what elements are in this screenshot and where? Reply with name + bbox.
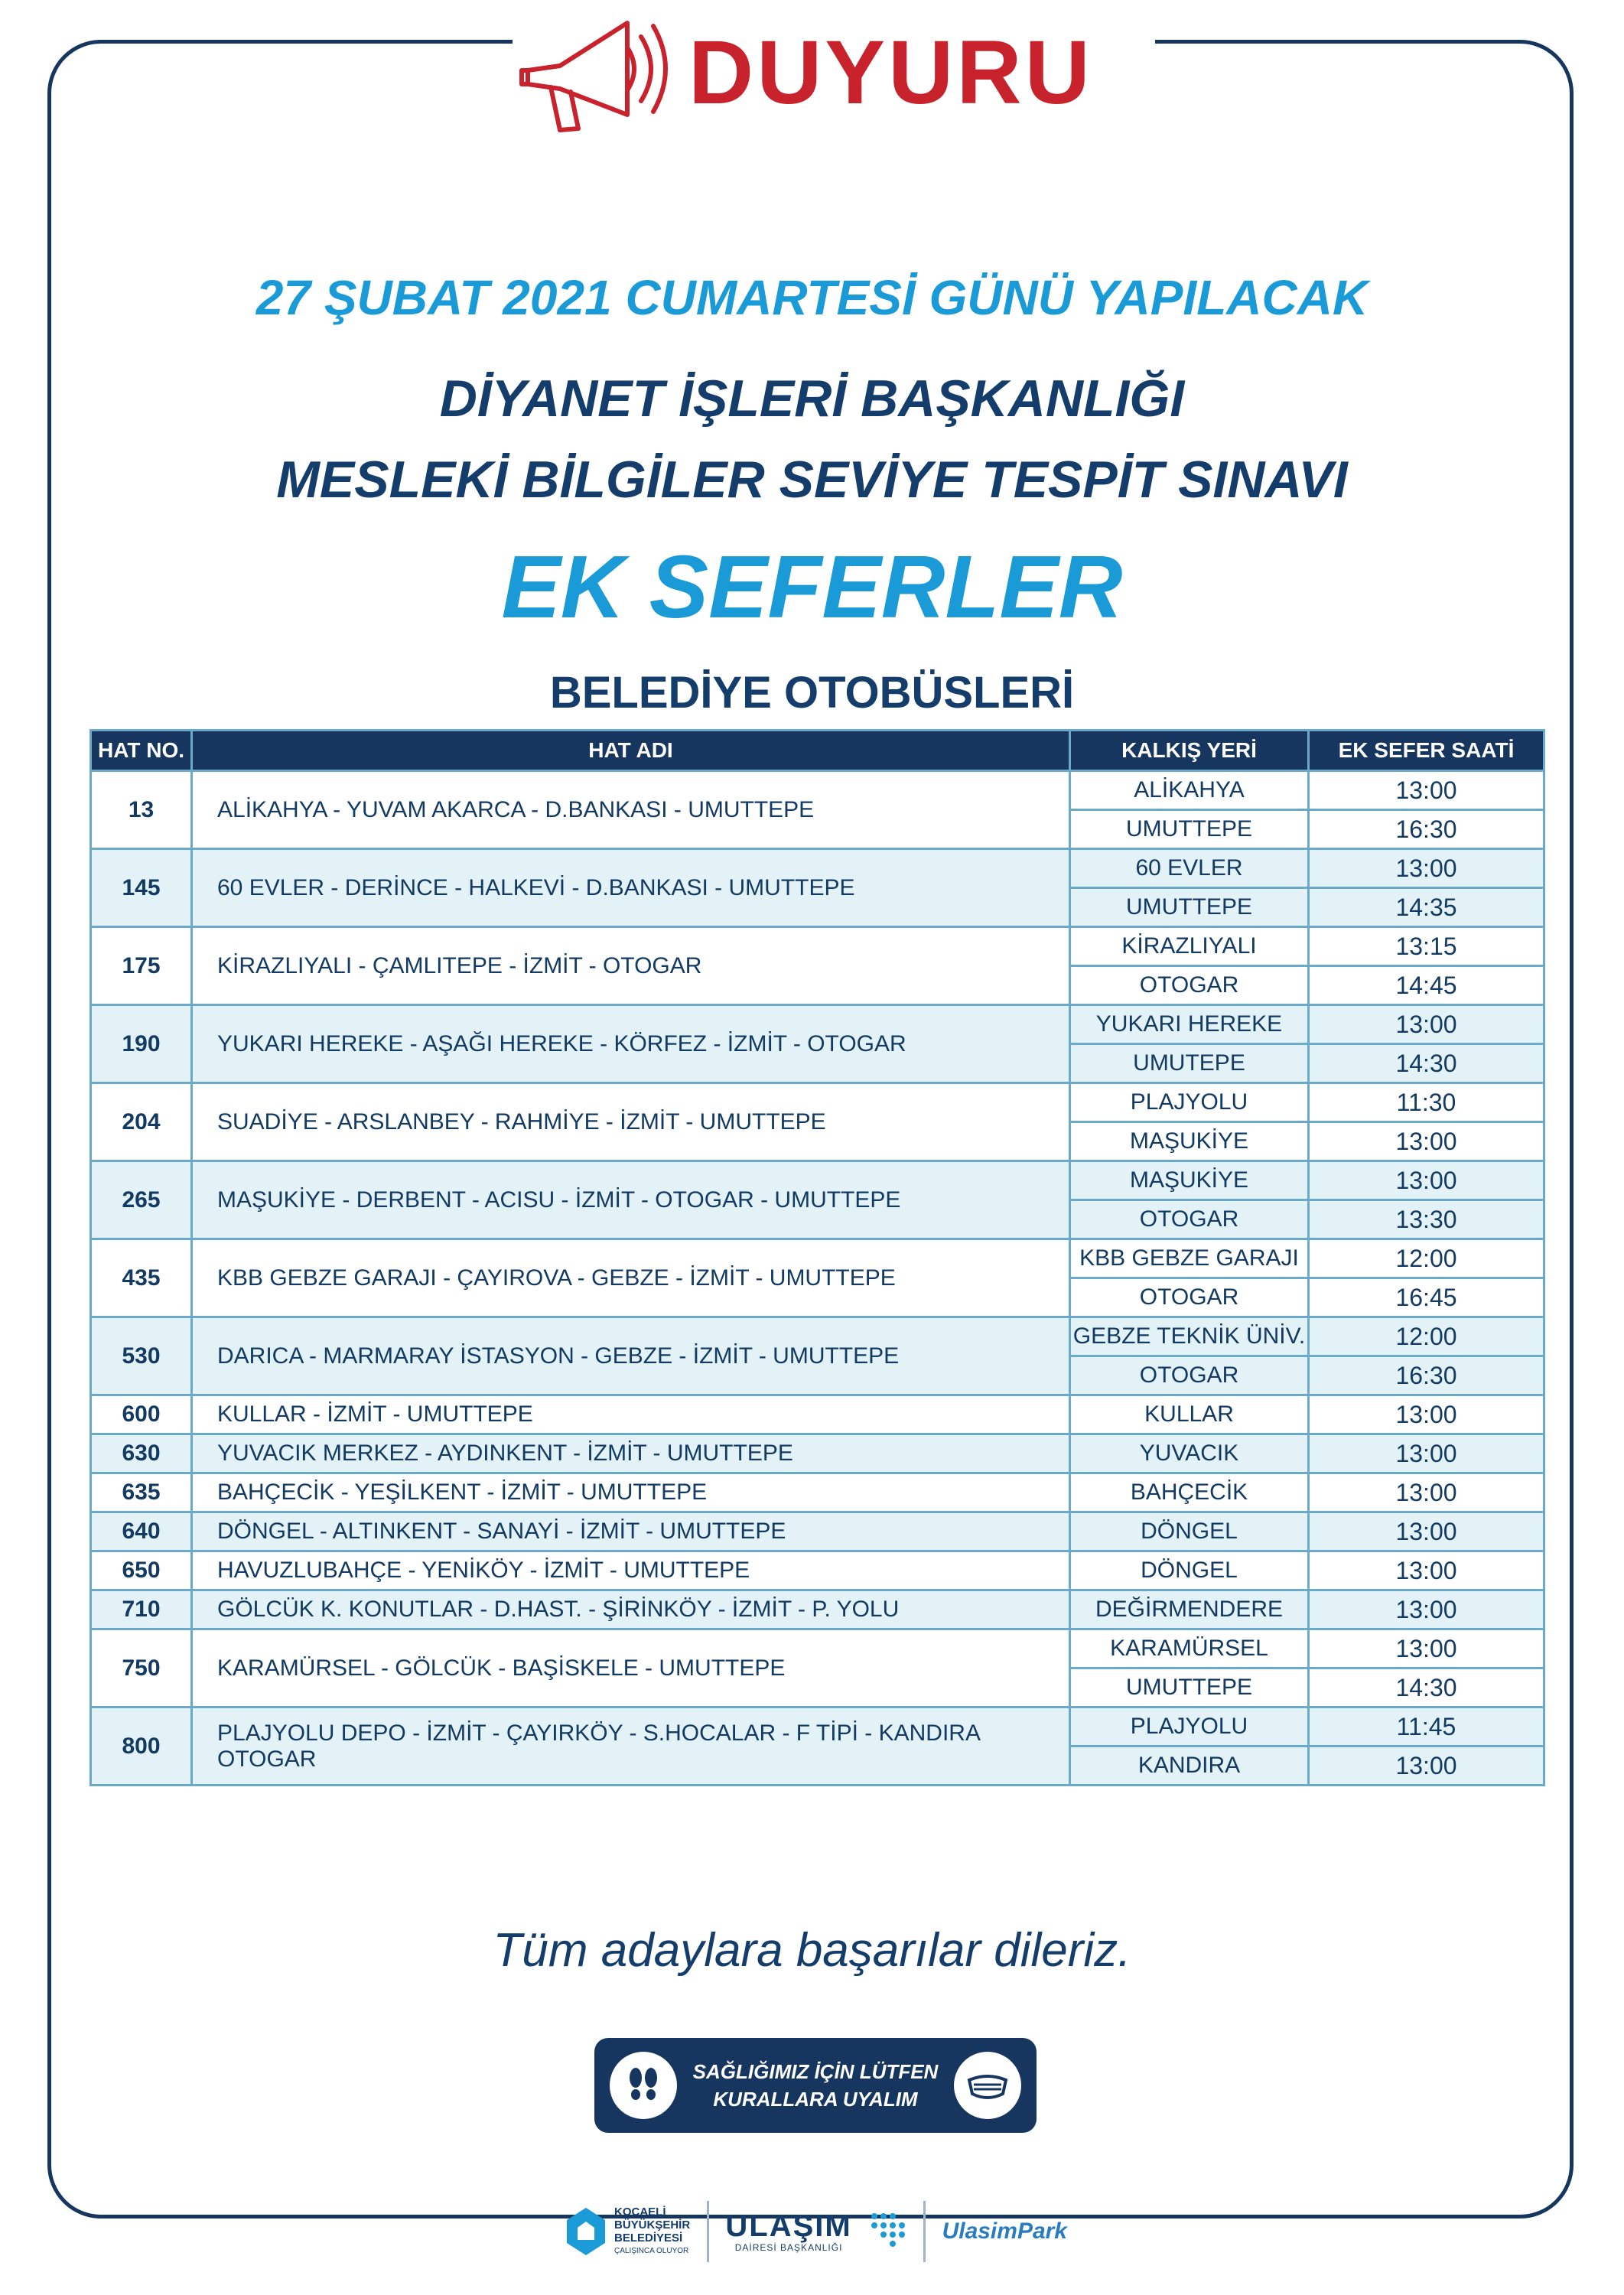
- line-number: 13: [91, 771, 192, 849]
- departure-place: 60 EVLER: [1070, 849, 1309, 888]
- exam-date-line: 27 ŞUBAT 2021 CUMARTESİ GÜNÜ YAPILACAK: [255, 270, 1369, 325]
- line-name: DARICA - MARMARAY İSTASYON - GEBZE - İZMİT - UMUTTEPE: [192, 1317, 1070, 1395]
- departure-place: OTOGAR: [1070, 1278, 1309, 1317]
- departure-place: UMUTTEPE: [1070, 888, 1309, 927]
- table-row: [91, 1395, 1544, 1434]
- line-name: KARAMÜRSEL - GÖLCÜK - BAŞİSKELE - UMUTTEPE: [192, 1629, 1070, 1707]
- table-row: [91, 1239, 1544, 1278]
- line-name: GÖLCÜK K. KONUTLAR - D.HAST. - ŞİRİNKÖY - İZMİT - P. YOLU: [192, 1590, 1070, 1629]
- line-number: 800: [91, 1707, 192, 1786]
- kocaeli-line-3: BELEDİYESİ: [614, 2232, 683, 2245]
- column-header-time: EK SEFER SAATİ: [1309, 731, 1544, 771]
- extra-trip-time: 13:00: [1309, 1746, 1544, 1786]
- line-number: 175: [91, 927, 192, 1005]
- ulasim-logo-text: ULAŞIM: [725, 2209, 852, 2243]
- departure-place: UMUTEPE: [1070, 1044, 1309, 1083]
- line-name: YUVACIK MERKEZ - AYDINKENT - İZMİT - UMUTTEPE: [192, 1434, 1070, 1473]
- departure-place: OTOGAR: [1070, 1200, 1309, 1239]
- line-number: 265: [91, 1161, 192, 1239]
- extra-trip-time: 13:00: [1309, 1122, 1544, 1161]
- extra-trip-time: 14:45: [1309, 966, 1544, 1005]
- departure-place: PLAJYOLU: [1070, 1707, 1309, 1746]
- exam-name-line-1: DİYANET İŞLERİ BAŞKANLIĞI: [439, 369, 1185, 428]
- megaphone-icon: [513, 0, 673, 145]
- extra-trip-time: 13:00: [1309, 1551, 1544, 1590]
- departure-place: YUKARI HEREKE: [1070, 1005, 1309, 1044]
- extra-trip-time: 14:30: [1309, 1668, 1544, 1707]
- dots-map-icon: [868, 2209, 906, 2254]
- extra-trip-time: 12:00: [1309, 1317, 1544, 1356]
- footer-separator: [707, 2201, 709, 2262]
- mask-icon: [954, 2052, 1021, 2119]
- announcement-header: [513, 0, 1155, 145]
- line-name: PLAJYOLU DEPO - İZMİT - ÇAYIRKÖY - S.HOCALAR - F TİPİ - KANDIRA OTOGAR: [192, 1707, 1070, 1786]
- ulasim-logo: [725, 2210, 851, 2253]
- extra-trip-time: 13:30: [1309, 1200, 1544, 1239]
- line-name: ALİKAHYA - YUVAM AKARCA - D.BANKASI - UMUTTEPE: [192, 771, 1070, 849]
- departure-place: KULLAR: [1070, 1395, 1309, 1434]
- kocaeli-line-2: BÜYÜKŞEHİR: [614, 2218, 691, 2232]
- departure-place: DEĞİRMENDERE: [1070, 1590, 1309, 1629]
- health-banner: [594, 2038, 1037, 2133]
- departure-place: KBB GEBZE GARAJI: [1070, 1239, 1309, 1278]
- departure-place: OTOGAR: [1070, 1356, 1309, 1395]
- extra-trip-time: 13:00: [1309, 1005, 1544, 1044]
- closing-message: Tüm adaylara başarılar dileriz.: [493, 1924, 1131, 1977]
- extra-trip-time: 16:45: [1309, 1278, 1544, 1317]
- table-row: [91, 1005, 1544, 1044]
- line-number: 630: [91, 1434, 192, 1473]
- table-row: [91, 927, 1544, 966]
- extra-trip-time: 11:30: [1309, 1083, 1544, 1122]
- table-row: [91, 1161, 1544, 1200]
- line-number: 145: [91, 849, 192, 927]
- departure-place: DÖNGEL: [1070, 1551, 1309, 1590]
- line-name: SUADİYE - ARSLANBEY - RAHMİYE - İZMİT - UMUTTEPE: [192, 1083, 1070, 1161]
- departure-place: MAŞUKİYE: [1070, 1161, 1309, 1200]
- line-name: BAHÇECİK - YEŞİLKENT - İZMİT - UMUTTEPE: [192, 1473, 1070, 1512]
- departure-place: KARAMÜRSEL: [1070, 1629, 1309, 1668]
- table-row: [91, 1590, 1544, 1629]
- line-number: 640: [91, 1512, 192, 1551]
- line-number: 710: [91, 1590, 192, 1629]
- extra-trip-time: 14:35: [1309, 888, 1544, 927]
- departure-place: UMUTTEPE: [1070, 1668, 1309, 1707]
- table-row: [91, 849, 1544, 888]
- line-name: DÖNGEL - ALTINKENT - SANAYİ - İZMİT - UMUTTEPE: [192, 1512, 1070, 1551]
- departure-place: YUVACIK: [1070, 1434, 1309, 1473]
- line-number: 635: [91, 1473, 192, 1512]
- extra-trip-time: 13:00: [1309, 849, 1544, 888]
- kocaeli-logo: [562, 2205, 690, 2258]
- extra-trip-time: 16:30: [1309, 1356, 1544, 1395]
- table-row: [91, 1629, 1544, 1668]
- column-header-departure: KALKIŞ YERİ: [1070, 731, 1309, 771]
- column-header-line-no: HAT NO.: [91, 731, 192, 771]
- line-name: YUKARI HEREKE - AŞAĞI HEREKE - KÖRFEZ - İZMİT - OTOGAR: [192, 1005, 1070, 1083]
- table-row: [91, 1473, 1544, 1512]
- departure-place: ALİKAHYA: [1070, 771, 1309, 810]
- extra-trip-time: 16:30: [1309, 810, 1544, 849]
- exam-name-line-2: MESLEKİ BİLGİLER SEVİYE TESPİT SINAVI: [276, 451, 1348, 509]
- line-number: 750: [91, 1629, 192, 1707]
- line-number: 435: [91, 1239, 192, 1317]
- table-row: [91, 1317, 1544, 1356]
- table-header-row: [91, 731, 1544, 771]
- schedule-body: [91, 771, 1544, 1786]
- health-banner-text: [677, 2058, 954, 2113]
- departure-place: KANDIRA: [1070, 1746, 1309, 1786]
- extra-trip-time: 13:00: [1309, 771, 1544, 810]
- section-title: BELEDİYE OTOBÜSLERİ: [549, 668, 1075, 718]
- extra-trip-time: 13:00: [1309, 1512, 1544, 1551]
- line-name: HAVUZLUBAHÇE - YENİKÖY - İZMİT - UMUTTEPE: [192, 1551, 1070, 1590]
- departure-place: PLAJYOLU: [1070, 1083, 1309, 1122]
- extra-trip-time: 12:00: [1309, 1239, 1544, 1278]
- kocaeli-slogan: ÇALIŞINCA OLUYOR: [614, 2247, 689, 2255]
- departure-place: DÖNGEL: [1070, 1512, 1309, 1551]
- line-number: 190: [91, 1005, 192, 1083]
- health-banner-line-2: KURALLARA UYALIM: [713, 2088, 918, 2111]
- departure-place: BAHÇECİK: [1070, 1473, 1309, 1512]
- schedule-table: [89, 729, 1545, 1786]
- extra-trip-time: 13:15: [1309, 927, 1544, 966]
- footer-separator-2: [923, 2201, 926, 2262]
- extra-trip-time: 13:00: [1309, 1161, 1544, 1200]
- extra-trip-time: 14:30: [1309, 1044, 1544, 1083]
- line-name: KBB GEBZE GARAJI - ÇAYIROVA - GEBZE - İZMİT - UMUTTEPE: [192, 1239, 1070, 1317]
- table-row: [91, 1512, 1544, 1551]
- table-row: [91, 1083, 1544, 1122]
- line-name: KULLAR - İZMİT - UMUTTEPE: [192, 1395, 1070, 1434]
- table-row: [91, 1707, 1544, 1746]
- kocaeli-logo-text: [614, 2205, 690, 2258]
- line-number: 600: [91, 1395, 192, 1434]
- departure-place: UMUTTEPE: [1070, 810, 1309, 849]
- extra-trip-time: 13:00: [1309, 1395, 1544, 1434]
- kocaeli-line-1: KOCAELİ: [614, 2205, 666, 2218]
- announcement-title: DUYURU: [688, 22, 1093, 123]
- departure-place: GEBZE TEKNİK ÜNİV.: [1070, 1317, 1309, 1356]
- line-name: MAŞUKİYE - DERBENT - ACISU - İZMİT - OTOGAR - UMUTTEPE: [192, 1161, 1070, 1239]
- footer-logos: [562, 2189, 1067, 2274]
- extra-trip-time: 13:00: [1309, 1590, 1544, 1629]
- extra-trip-time: 11:45: [1309, 1707, 1544, 1746]
- departure-place: KİRAZLIYALI: [1070, 927, 1309, 966]
- table-row: [91, 771, 1544, 810]
- departure-place: OTOGAR: [1070, 966, 1309, 1005]
- health-banner-line-1: SAĞLIĞIMIZ İÇİN LÜTFEN: [692, 2060, 939, 2083]
- ulasimpark-logo: UlasimPark: [942, 2218, 1067, 2244]
- ulasim-logo-subtext: DAİRESİ BAŞKANLIĞI: [734, 2242, 843, 2253]
- extra-trips-title: EK SEFERLER: [501, 537, 1123, 636]
- column-header-line-name: HAT ADI: [192, 731, 1070, 771]
- line-number: 650: [91, 1551, 192, 1590]
- line-number: 530: [91, 1317, 192, 1395]
- extra-trip-time: 13:00: [1309, 1629, 1544, 1668]
- departure-place: MAŞUKİYE: [1070, 1122, 1309, 1161]
- footprints-icon: [610, 2052, 677, 2119]
- table-row: [91, 1434, 1544, 1473]
- line-name: 60 EVLER - DERİNCE - HALKEVİ - D.BANKASI - UMUTTEPE: [192, 849, 1070, 927]
- extra-trip-time: 13:00: [1309, 1434, 1544, 1473]
- extra-trip-time: 13:00: [1309, 1473, 1544, 1512]
- exam-name: [0, 358, 1624, 520]
- table-row: [91, 1551, 1544, 1590]
- line-name: KİRAZLIYALI - ÇAMLITEPE - İZMİT - OTOGAR: [192, 927, 1070, 1005]
- line-number: 204: [91, 1083, 192, 1161]
- kocaeli-emblem-icon: [562, 2205, 610, 2258]
